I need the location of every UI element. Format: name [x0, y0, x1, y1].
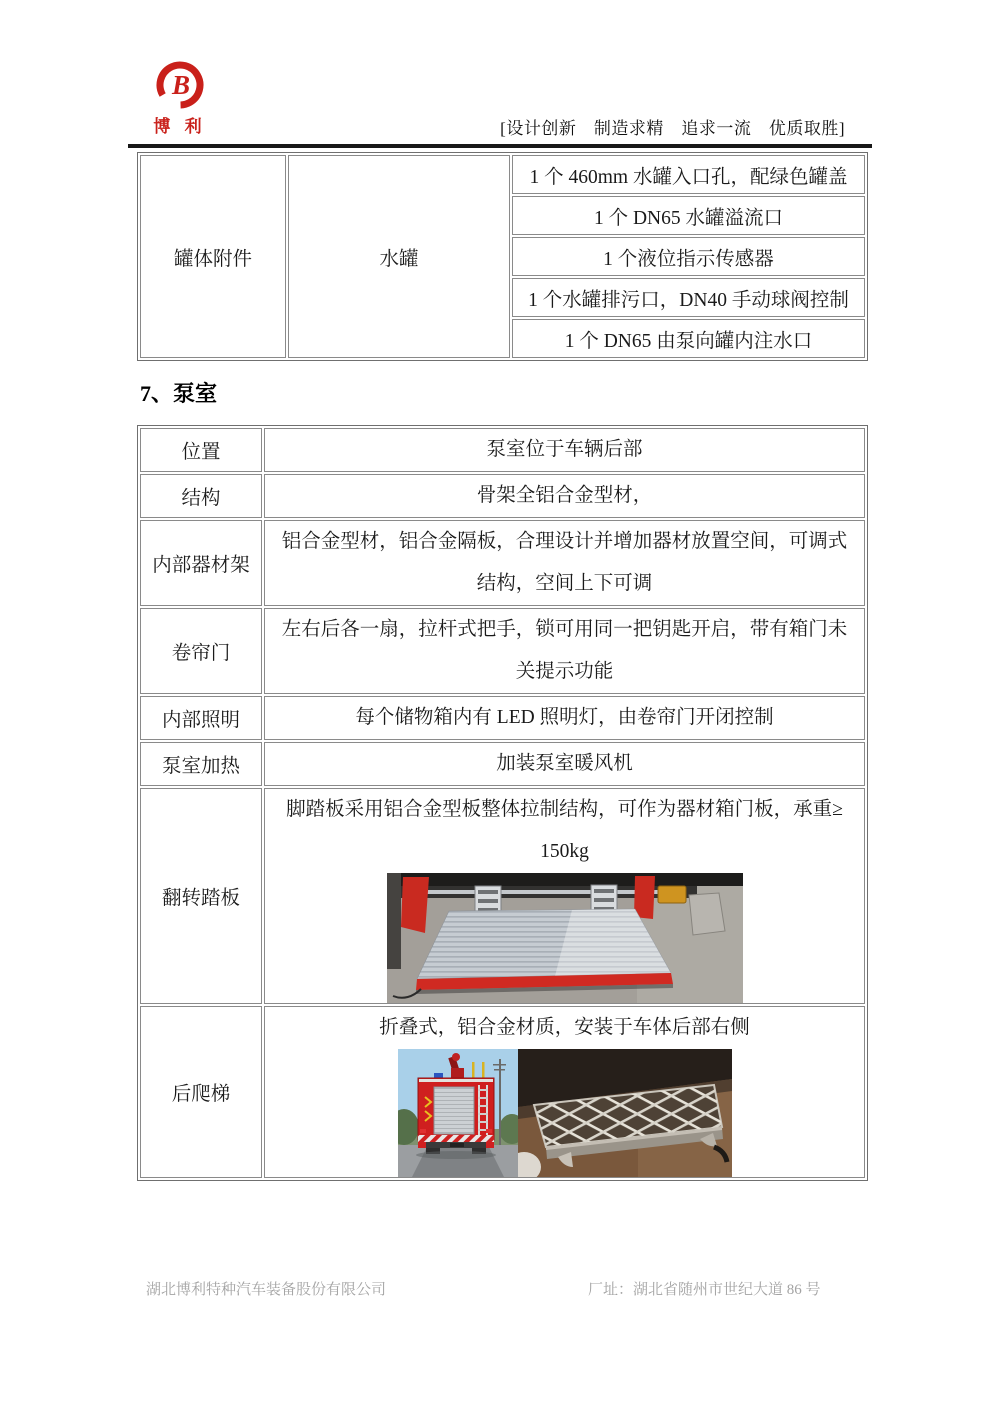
tank-accessories-table	[137, 152, 868, 361]
row-label: 后爬梯	[140, 1006, 262, 1178]
row-value	[264, 742, 865, 786]
table-row	[140, 696, 865, 740]
value-line: 关提示功能	[515, 661, 614, 682]
table-row	[140, 1006, 865, 1178]
truck-rear-photo	[398, 1049, 518, 1177]
row-label: 泵室加热	[140, 742, 262, 786]
value-line: 骨架全铝合金型材，	[476, 485, 653, 506]
value-line: 折叠式，铝合金材质，安装于车体后部右侧	[379, 1017, 750, 1038]
value-line: 左右后各一扇，拉杆式把手，锁可用同一把钥匙开启，带有箱门未	[281, 619, 848, 640]
row-value	[264, 608, 865, 694]
value-line: 铝合金型材，铝合金隔板，合理设计并增加器材放置空间，可调式	[281, 531, 848, 552]
table-row	[140, 608, 865, 694]
row-label: 翻转踏板	[140, 788, 262, 1004]
tank-item-cell: 1 个 460mm 水罐入口孔，配绿色罐盖	[512, 155, 865, 194]
row-label: 内部器材架	[140, 520, 262, 606]
value-line: 150kg	[540, 841, 589, 862]
section-title: 7、泵室	[140, 381, 218, 406]
svg-text:B: B	[171, 70, 191, 100]
tank-item-cell: 1 个水罐排污口，DN40 手动球阀控制	[512, 278, 865, 317]
row-value	[264, 428, 865, 472]
row-label: 卷帘门	[140, 608, 262, 694]
footer-company: 湖北博利特种汽车装备股份有限公司	[146, 1282, 387, 1298]
pump-room-table	[137, 425, 868, 1181]
tank-item-cell: 1 个液位指示传感器	[512, 237, 865, 276]
header-slogan: [设计创新 制造求精 追求一流 优质取胜]	[500, 119, 845, 138]
value-line: 结构，空间上下可调	[476, 573, 653, 594]
row-value	[264, 1006, 865, 1178]
tank-item-cell: 1 个 DN65 由泵向罐内注水口	[512, 319, 865, 358]
row-value	[264, 788, 865, 1004]
table-row	[140, 742, 865, 786]
value-line: 脚踏板采用铝合金型板整体拉制结构，可作为器材箱门板，承重≥	[286, 799, 843, 820]
tank-item-cell: 1 个 DN65 水罐溢流口	[512, 196, 865, 235]
table-row	[140, 474, 865, 518]
table-row	[140, 428, 865, 472]
logo-wordmark: 博 利	[153, 117, 207, 136]
value-line: 加装泵室暖风机	[496, 753, 633, 774]
row-value	[264, 474, 865, 518]
tank-subcategory-cell: 水罐	[288, 155, 510, 358]
row-value	[264, 520, 865, 606]
ladder-step-photo	[518, 1049, 732, 1177]
footer-address: 厂址：湖北省随州市世纪大道 86 号	[588, 1282, 821, 1298]
row-label: 位置	[140, 428, 262, 472]
value-line: 每个储物箱内有 LED 照明灯，由卷帘门开闭控制	[355, 707, 774, 728]
ladder-photo-pair	[265, 1049, 864, 1177]
table-row	[140, 788, 865, 1004]
row-label: 结构	[140, 474, 262, 518]
footplate-photo	[387, 873, 743, 1003]
row-value	[264, 696, 865, 740]
value-line: 泵室位于车辆后部	[486, 439, 643, 460]
header-rule	[128, 144, 872, 148]
logo-swirl-icon	[155, 60, 205, 110]
table-row	[140, 520, 865, 606]
tank-category-cell: 罐体附件	[140, 155, 286, 358]
row-label: 内部照明	[140, 696, 262, 740]
